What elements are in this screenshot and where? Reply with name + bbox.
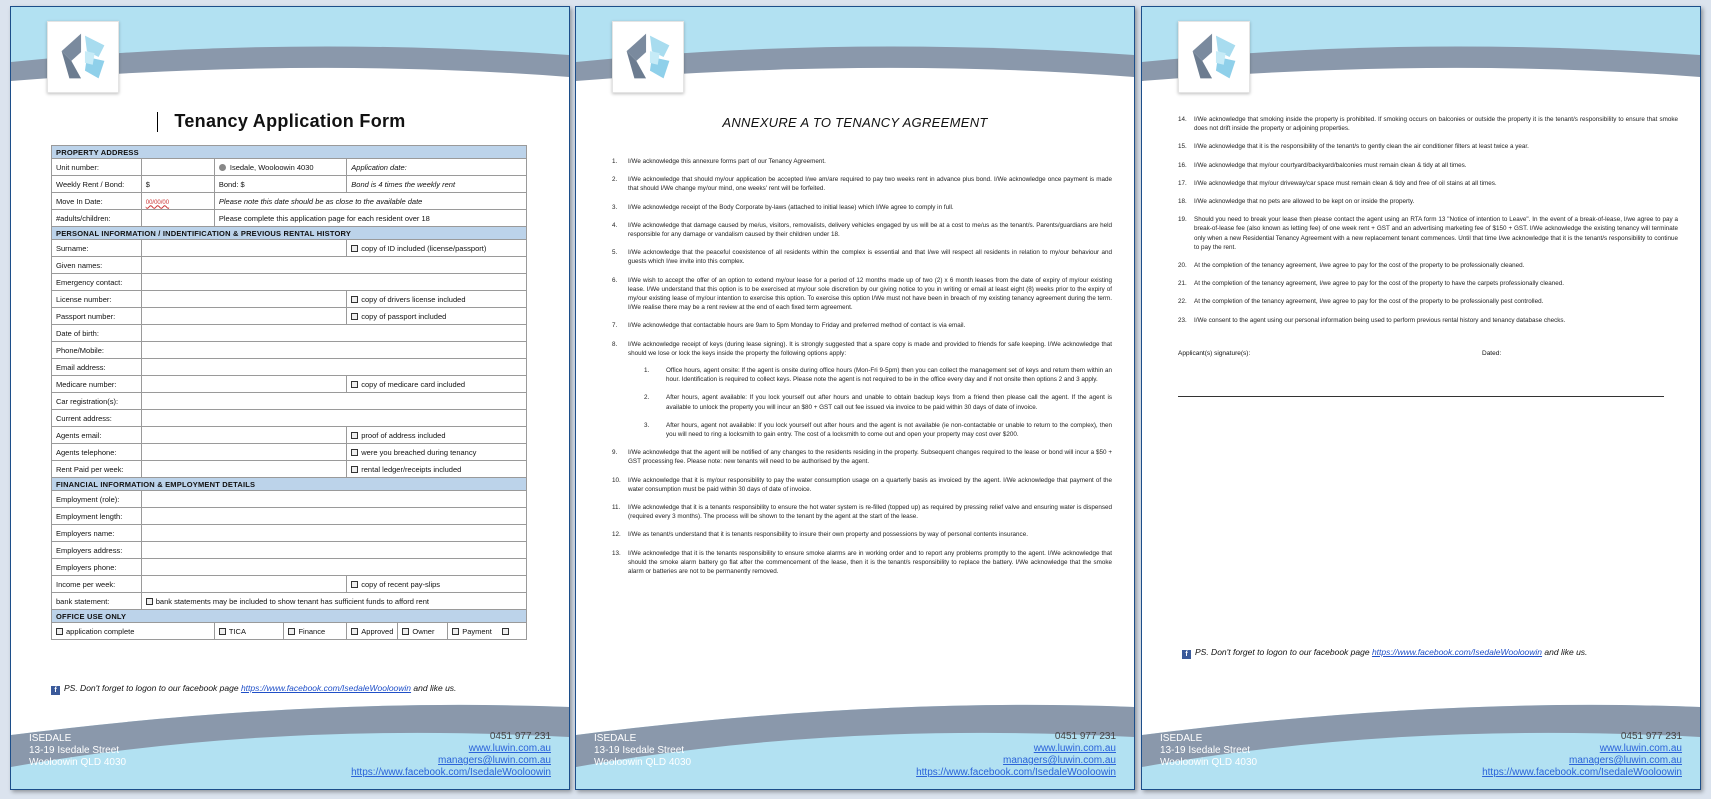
clause: 4. I/We acknowledge that damage caused by me/us, visitors, removalists, delivery vehicles engaged by us will be at a cost to me/us as the tenant/s. Parents/guardians are held responsible for any damage or vandalism caused by their children under 18.	[612, 221, 1112, 239]
clause: 8. I/We acknowledge receipt of keys (during lease signing). It is strongly suggested that a spare copy is made and provided to friends for safe keeping. I/We acknowledge that should we lose or lock the keys inside the property the following options apply: 1. Office hours, agent onsite: If the agent is onsite during office hours (Mon-Fri 9-5pm) then you can collect the management set of keys and return them within an hour. Identification is required to collect keys. Please note the agent is not required to be in the office every day and if not onsite then options 2 and 3 apply. 2. After hours, agent available: If you lock yourself out after hours and unable to obtain backup keys from a friend then please call the agent. If the agent is available to unlock the property you will incur an $80 + GST call out fee issued via invoice to be paid within 30 days of date of invoice. 3. After hours, agent not available: If you lock yourself out after hours and the agent is not available (ie non-contactable or unable to return to the complex), then you will need to ring a locksmith to gain entry. The cost of a locksmith to come out and open your property may cost over $200.	[612, 340, 1112, 439]
dated-label: Dated:	[1482, 350, 1502, 357]
payment-checkbox[interactable]	[452, 628, 459, 635]
section-financial-header: FINANCIAL INFORMATION & EMPLOYMENT DETAILS	[52, 478, 527, 491]
clause: 22. At the completion of the tenancy agreement, I/we agree to pay for the cost of the property to be professionally pest controlled.	[1178, 298, 1544, 306]
facebook-note: f PS. Don't forget to logon to our facebook page https://www.facebook.com/IsedaleWooloowin and like us.	[1182, 647, 1662, 659]
section-property-header: PROPERTY ADDRESS	[52, 146, 527, 159]
role-input[interactable]	[141, 491, 526, 508]
facebook-link[interactable]: https://www.facebook.com/IsedaleWooloowin	[1371, 647, 1543, 657]
clause: 23. I/We consent to the agent using our personal information being used to perform previous rental history and tenancy database checks.	[1178, 316, 1566, 324]
row-income: Income per week: copy of recent pay-slips	[52, 576, 527, 593]
logo	[47, 21, 119, 93]
adults-input[interactable]	[141, 210, 214, 227]
footer-contact: 0451 977 231 www.luwin.com.au managers@luwin.com.au https://www.facebook.com/IsedaleWooloowin	[1482, 731, 1682, 778]
address-value: Isedale, Wooloowin 4030	[229, 162, 314, 172]
page-2	[575, 6, 1135, 790]
email-link[interactable]: managers@luwin.com.au	[438, 755, 551, 766]
app-complete-checkbox[interactable]	[56, 628, 63, 635]
row-agent-email: Agents email: proof of address included	[52, 427, 527, 444]
row-given: Given names:	[52, 257, 527, 274]
row-bank: bank statement: bank statements may be included to show tenant has sufficient funds to afford rent	[52, 593, 527, 610]
facebook-footer-link[interactable]: https://www.facebook.com/IsedaleWooloowin	[351, 767, 551, 778]
annexure-title: ANNEXURE A TO TENANCY AGREEMENT	[722, 115, 988, 130]
clause: 12. I/We as tenant/s understand that it is tenants responsibility to insure their own property and possessions by way of personal contents insurance.	[612, 531, 1028, 539]
emergency-input[interactable]	[141, 274, 526, 291]
row-adults: #adults/children: Please complete this application page for each resident over 18	[52, 210, 527, 227]
breached-checkbox[interactable]	[351, 449, 358, 456]
clause-list	[612, 157, 1112, 585]
dob-input[interactable]	[141, 325, 526, 342]
clause-list	[1178, 115, 1678, 334]
license-input[interactable]	[141, 291, 347, 308]
facebook-footer-link[interactable]: https://www.facebook.com/IsedaleWooloowin	[1482, 767, 1682, 778]
signature-line[interactable]	[1178, 396, 1664, 397]
car-input[interactable]	[141, 393, 526, 410]
application-form	[51, 145, 527, 640]
movein-input[interactable]: 00/00/00	[141, 193, 214, 210]
address-input[interactable]	[141, 410, 526, 427]
website-link[interactable]: www.luwin.com.au	[1033, 743, 1116, 754]
row-length: Employment length:	[52, 508, 527, 525]
passport-input[interactable]	[141, 308, 347, 325]
signature-label: Applicant(s) signature(s):	[1178, 350, 1251, 357]
row-emergency: Emergency contact:	[52, 274, 527, 291]
row-unit: Unit number: Isedale, Wooloowin 4030 Application date:	[52, 159, 527, 176]
medicare-checkbox[interactable]	[351, 381, 358, 388]
row-rent-paid: Rent Paid per week: rental ledger/receipts included	[52, 461, 527, 478]
clause: 2. I/We acknowledge that should my/our application be accepted I/we am/are required to pay two weeks rent in advance plus bond. I/We acknowledge once payment is made that should I/We change my/our mind, one weeks' rent will be forfeited.	[612, 176, 1112, 193]
clause: 21. At the completion of the tenancy agreement, I/we agree to pay for the cost of the property to have the carpets professionally cleaned.	[1178, 280, 1564, 288]
website-link[interactable]: www.luwin.com.au	[468, 743, 551, 754]
agent-email-input[interactable]	[141, 427, 347, 444]
clause: 6. I/We wish to accept the offer of an option to extend my/our lease for a period of 12 months made up of two (2) x 6 month leases from the date of expiry of my/our existing lease. I/We understand that this option is to be exercised at my/our sole discretion by our giving notice to you in writing or email at least eight (8) weeks prior to the expiry of my/our existing lease of my/our intention to exercise this option. To exercise this option I/We must not have been in breach of my existing tenancy agreement during the term. I/We realise there may be a rent review at the end of each fixed term agreement.	[612, 276, 1112, 312]
row-car: Car registration(s):	[52, 393, 527, 410]
footer-address: ISEDALE 13-19 Isedale Street Wooloowin QLD 4030	[594, 733, 692, 768]
length-input[interactable]	[141, 508, 526, 525]
payslip-checkbox[interactable]	[351, 581, 358, 588]
passport-checkbox[interactable]	[351, 313, 358, 320]
page-1	[10, 6, 570, 790]
footer-address: ISEDALE 13-19 Isedale Street Wooloowin QLD 4030	[1160, 733, 1258, 768]
surname-input[interactable]	[141, 240, 347, 257]
row-office: application complete TICA Finance Approved Owner Payment	[52, 623, 527, 640]
option: 2. After hours, agent available: If you lock yourself out after hours and unable to obtain backup keys from a friend then please call the agent. If the agent is available to unlock the property you will incur an $80 + GST call out fee issued via invoice to be paid within 30 days of date of invoice.	[644, 394, 1112, 411]
row-passport: Passport number: copy of passport included	[52, 308, 527, 325]
email-link[interactable]: managers@luwin.com.au	[1003, 755, 1116, 766]
emp-address-input[interactable]	[141, 542, 526, 559]
row-emp-address: Employers address:	[52, 542, 527, 559]
row-agent-phone: Agents telephone: were you breached during tenancy	[52, 444, 527, 461]
email-link[interactable]: managers@luwin.com.au	[1569, 755, 1682, 766]
clause: 17. I/We acknowledge that my/our driveway/car space must remain clean & tidy and free of oil stains at all times.	[1178, 179, 1497, 187]
id-checkbox[interactable]	[351, 245, 358, 252]
row-emp-name: Employers name:	[52, 525, 527, 542]
owner-checkbox[interactable]	[402, 628, 409, 635]
clause: 15. I/We acknowledge that it is the responsibility of the tenant/s to gently clean the air conditioner filters at least twice a year.	[1178, 143, 1529, 151]
page-3	[1141, 6, 1701, 790]
ledger-checkbox[interactable]	[351, 466, 358, 473]
row-email: Email address:	[52, 359, 527, 376]
facebook-footer-link[interactable]: https://www.facebook.com/IsedaleWooloowin	[916, 767, 1116, 778]
bank-checkbox[interactable]	[146, 598, 153, 605]
finance-checkbox[interactable]	[288, 628, 295, 635]
facebook-icon: f	[51, 686, 60, 695]
emp-phone-input[interactable]	[141, 559, 526, 576]
tica-checkbox[interactable]	[219, 628, 226, 635]
bond-input[interactable]: Bond: $	[214, 176, 346, 193]
clause: 16. I/We acknowledge that my/our courtyard/backyard/balconies must remain clean & tidy at all times.	[1178, 161, 1467, 169]
location-icon	[219, 164, 226, 171]
clause: 7. I/We acknowledge that contactable hours are 9am to 5pm Monday to Friday and preferred method of contact is via email.	[612, 322, 966, 330]
facebook-icon: f	[1182, 650, 1191, 659]
page-title: Tenancy Application Form	[174, 111, 406, 131]
medicare-input[interactable]	[141, 376, 347, 393]
address-proof-checkbox[interactable]	[351, 432, 358, 439]
website-link[interactable]: www.luwin.com.au	[1599, 743, 1682, 754]
clause: 10. I/We acknowledge that it is my/our responsibility to pay the water consumption usage on a quarterly basis as invoiced by the agent. I/We acknowledge that payment of the water consumption must be paid within 30 days of date of invoice.	[612, 476, 1112, 493]
rent-input[interactable]: $	[141, 176, 214, 193]
row-surname: Surname: copy of ID included (license/passport)	[52, 240, 527, 257]
row-dob: Date of birth:	[52, 325, 527, 342]
row-emp-phone: Employers phone:	[52, 559, 527, 576]
phone-input[interactable]	[141, 342, 526, 359]
clause: 3. I/We acknowledge receipt of the Body Corporate by-laws (attached to initial lease) which I/We agree to comply in full.	[612, 203, 954, 211]
row-movein: Move In Date: 00/00/00 Please note this date should be as close to the available date	[52, 193, 527, 210]
clause: 19. Should you need to break your lease then please contact the agent using an RTA form 13 "Notice of intention to Leave". In the event of a break-of-lease, I/we agree to pay a break-of-lease fee (also known as letting fee) of one week rent + GST and an advertising marketing fee of $150 + GST. I/We acknowledge the existing tenancy will terminate only when a new Residential Tenancy Agreement with a new replacement tenant commences. Until that time I/we acknowledge that it is the tenant/s responsibility to continue to pay the rent.	[1178, 216, 1678, 251]
income-input[interactable]	[141, 576, 347, 593]
emp-name-input[interactable]	[141, 525, 526, 542]
email-input[interactable]	[141, 359, 526, 376]
clause: 5. I/We acknowledge that the peaceful coexistence of all residents within the complex is essential and that I/we will respect all residents in relation to my/our behaviour and guests which I/we invite into this complex.	[612, 249, 1112, 266]
facebook-note: f PS. Don't forget to logon to our facebook page https://www.facebook.com/IsedaleWooloowin and like us.	[51, 683, 531, 695]
clause: 1. I/We acknowledge this annexure forms part of our Tenancy Agreement.	[612, 158, 826, 165]
footer-contact: 0451 977 231 www.luwin.com.au managers@luwin.com.au https://www.facebook.com/IsedaleWooloowin	[351, 731, 551, 778]
license-checkbox[interactable]	[351, 296, 358, 303]
row-phone: Phone/Mobile:	[52, 342, 527, 359]
clause: 13. I/We acknowledge that it is the tenants responsibility to ensure smoke alarms are in working order and to report any problems promptly to the agent. I/We acknowledge that should the smoke alarm battery go flat after the commencement of the lease, then it is the tenant/s responsibility to replace the battery. I/We acknowledge that the smoke alarm or batteries are not to be permanently removed.	[612, 549, 1112, 576]
row-rent: Weekly Rent / Bond: $ Bond: $ Bond is 4 times the weekly rent	[52, 176, 527, 193]
clause: 14. I/We acknowledge that smoking inside the property is prohibited. If smoking occurs on balconies or outside the property it is the tenant/s responsibility to ensure that smoke does not drift inside the property or adjoining properties.	[1178, 116, 1678, 133]
logo	[1178, 21, 1250, 93]
section-office-header: OFFICE USE ONLY	[52, 610, 527, 623]
clause: 11. I/We acknowledge that it is a tenants responsibility to ensure the hot water system is re-filled (topped up) as required by pressing relief valve and ensuring water is dispensed (required every 3 months). The process will be shown to the tenant by the agent at the start of the lease.	[612, 504, 1112, 521]
row-medicare: Medicare number: copy of medicare card included	[52, 376, 527, 393]
agent-phone-input[interactable]	[141, 444, 347, 461]
clause: 18. I/We acknowledge that no pets are allowed to be kept on or inside the property.	[1178, 198, 1415, 206]
given-input[interactable]	[141, 257, 526, 274]
option: 3. After hours, agent not available: If you lock yourself out after hours and the agent is not available (ie non-contactable or unable to return to the complex), then you will need to ring a locksmith to gain entry. The cost of a locksmith to come out and open your property may cost over $200.	[644, 421, 1112, 439]
footer-address: ISEDALE 13-19 Isedale Street Wooloowin QLD 4030	[29, 733, 127, 768]
logo	[612, 21, 684, 93]
option: 1. Office hours, agent onsite: If the agent is onsite during office hours (Mon-Fri 9-5pm) then you can collect the management set of keys and return them within an hour. Identification is required to collect keys. Please note the agent is not required to be in the office every day and if not onsite then options 2 and 3 apply.	[644, 367, 1112, 384]
section-personal-header: PERSONAL INFORMATION / INDENTIFICATION & PREVIOUS RENTAL HISTORY	[52, 227, 527, 240]
facebook-link[interactable]: https://www.facebook.com/IsedaleWooloowin	[240, 683, 412, 693]
clause: 9. I/We acknowledge that the agent will be notified of any changes to the residents residing in the property. Subsequent changes required to the lease or bond will incur a $50 + GST processing fee. Please note: new tenants will need to be authorised by the agent.	[612, 449, 1112, 466]
key-options-list	[644, 366, 1112, 439]
row-address: Current address:	[52, 410, 527, 427]
signature-row	[1178, 350, 1664, 357]
rent-paid-input[interactable]	[141, 461, 347, 478]
extra-checkbox[interactable]	[502, 628, 509, 635]
row-license: License number: copy of drivers license included	[52, 291, 527, 308]
footer-contact: 0451 977 231 www.luwin.com.au managers@luwin.com.au https://www.facebook.com/IsedaleWooloowin	[916, 731, 1116, 778]
approved-checkbox[interactable]	[351, 628, 358, 635]
clause: 20. At the completion of the tenancy agreement, I/we agree to pay for the cost of the property to be professionally cleaned.	[1178, 262, 1525, 270]
row-role: Employment (role):	[52, 491, 527, 508]
